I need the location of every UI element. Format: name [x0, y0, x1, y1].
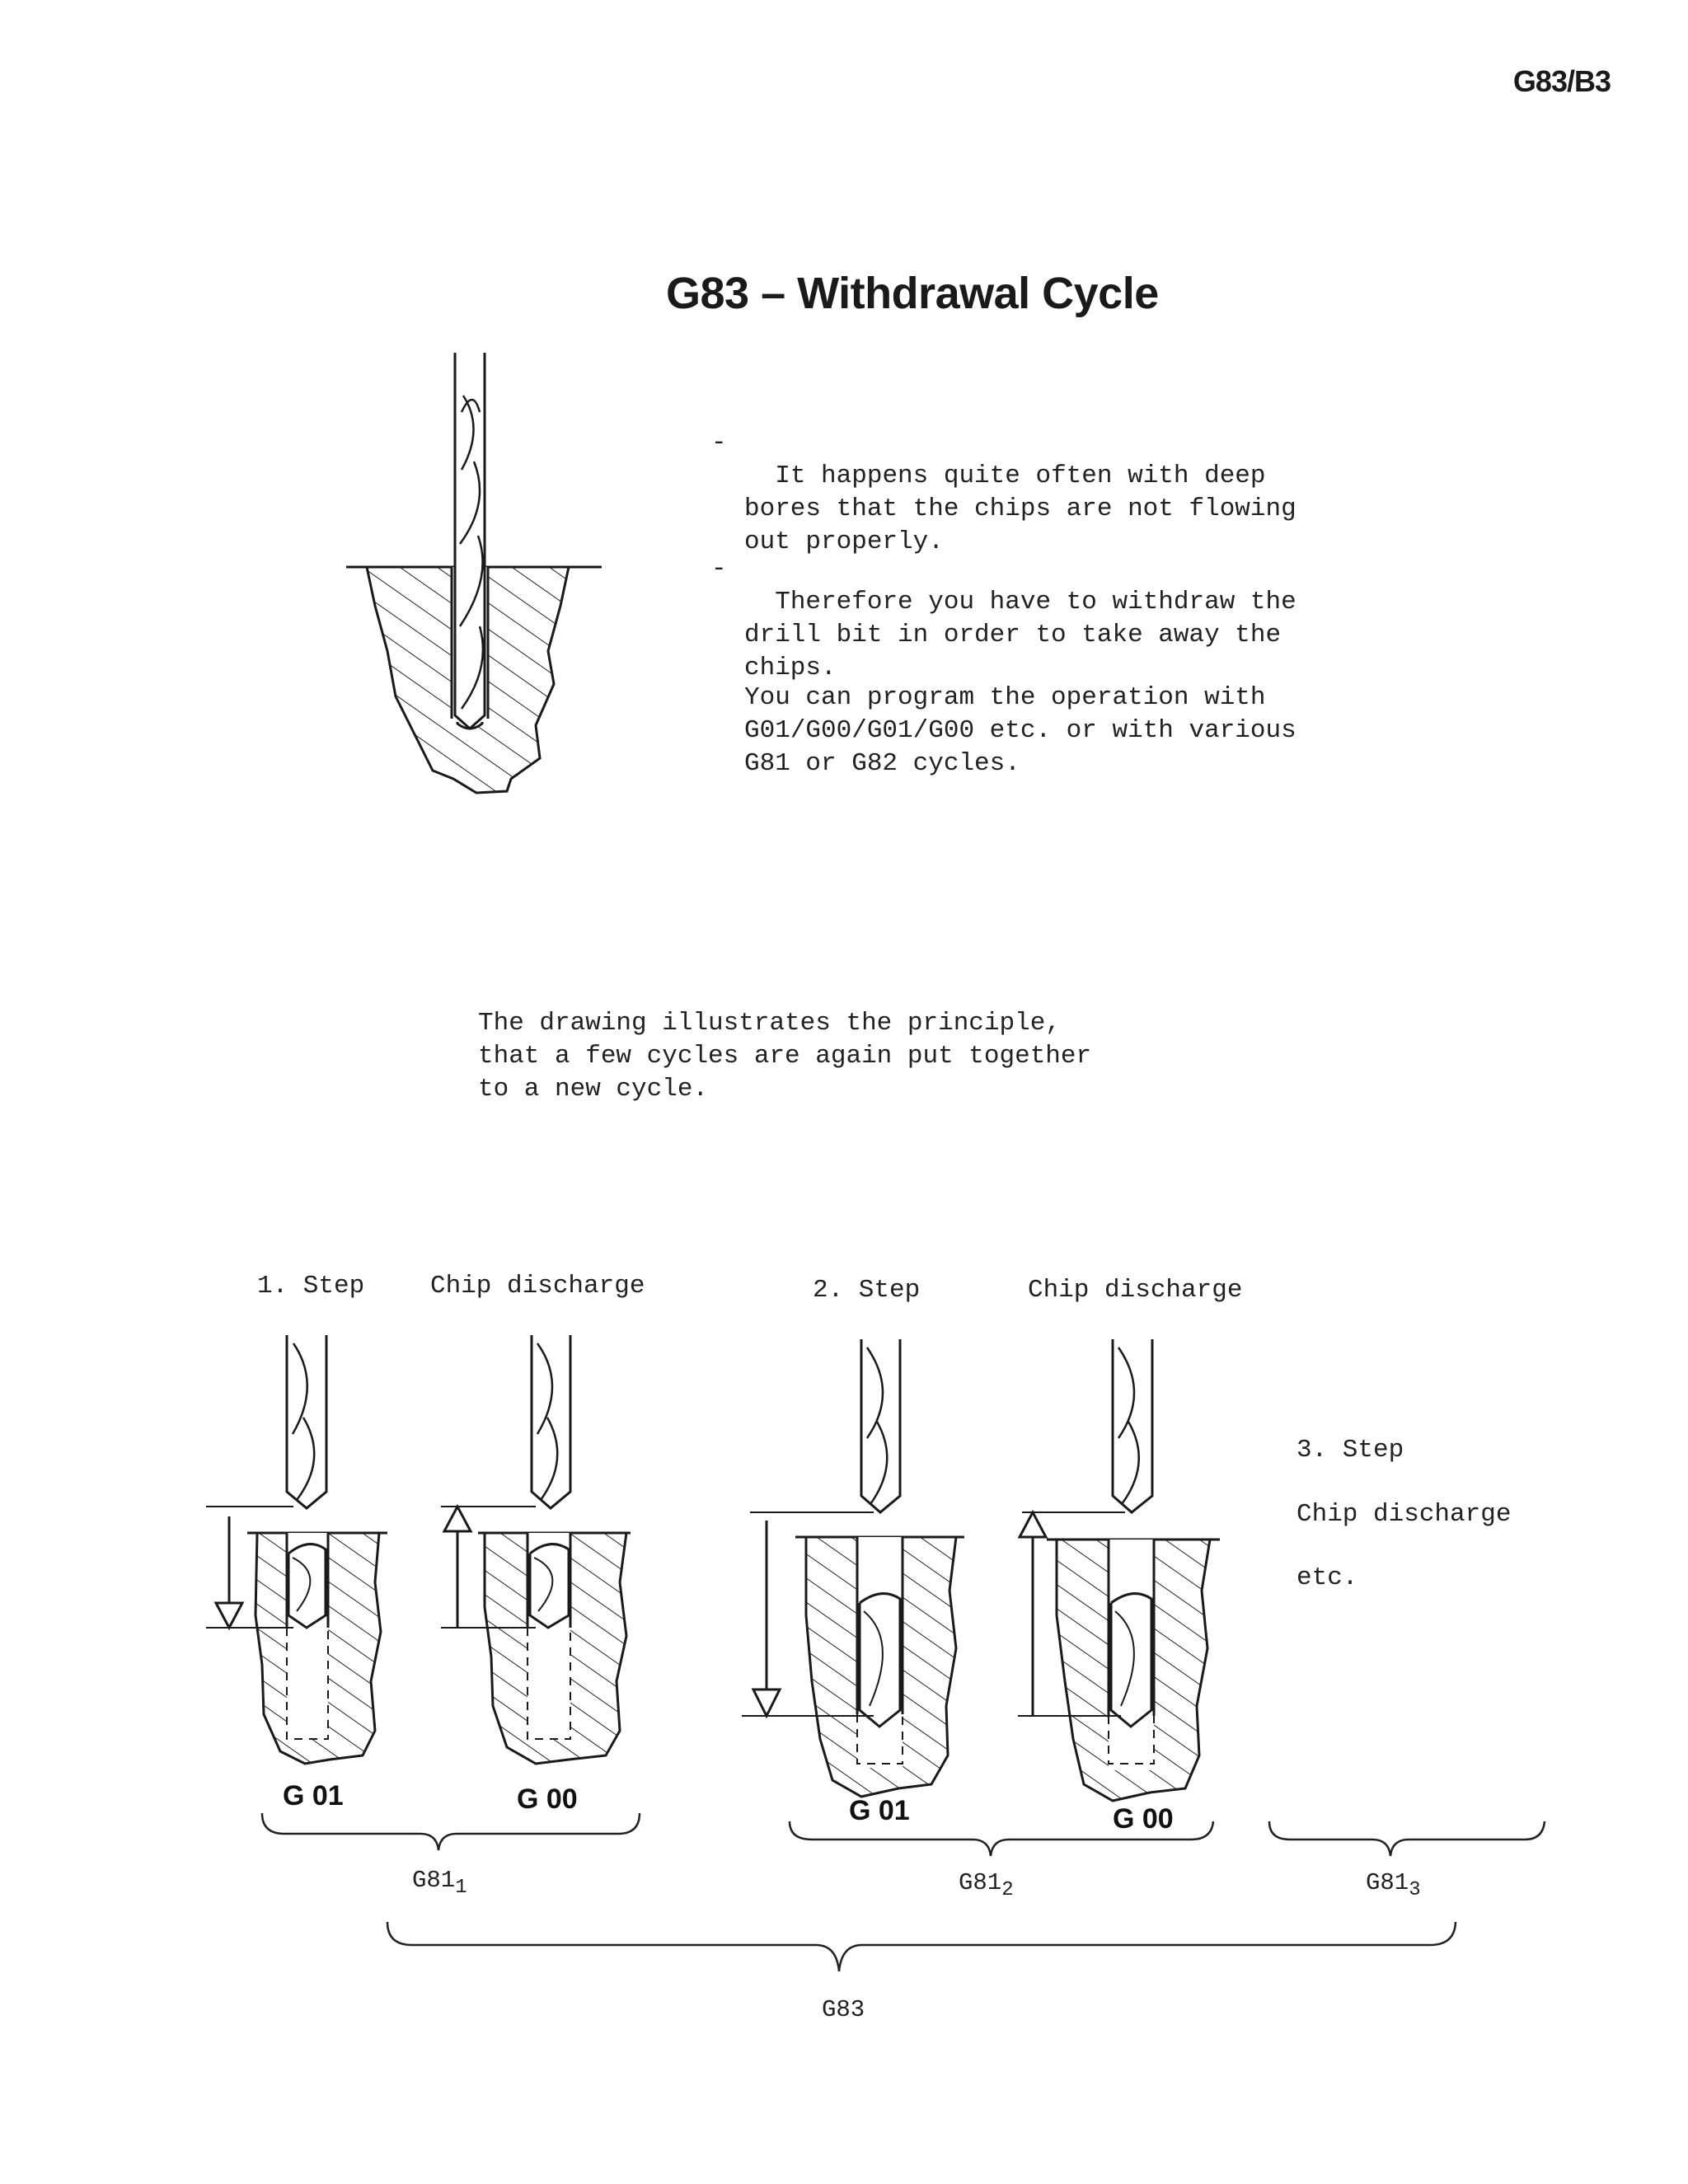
page-title: G83 – Withdrawal Cycle — [666, 269, 1159, 318]
cycle-g81-1: $G81_1$ — [412, 1867, 467, 1899]
chip2-figure — [1018, 1339, 1220, 1801]
label-chip-discharge-1: Chip discharge — [430, 1272, 645, 1301]
step1-figure — [206, 1335, 387, 1764]
page-id: G83/B3 — [1512, 64, 1611, 98]
brace-g81-1 — [262, 1813, 640, 1850]
cycle-g81-2: $G81_2$ — [959, 1869, 1014, 1901]
label-chip-discharge-3: Chip discharge — [1296, 1500, 1512, 1529]
label-step-2: 2. Step — [813, 1276, 921, 1305]
cycle-g81-2-subscript: 2 — [1001, 1878, 1014, 1901]
code-g00-second: G 00 — [1113, 1803, 1174, 1835]
cycle-g81-3-subscript: 3 — [1409, 1878, 1421, 1901]
bullet-2 — [711, 553, 1296, 685]
principle-text: The drawing illustrates the principle, that a few cycles are again put together to a new cycle. — [478, 1009, 1092, 1104]
bullet-1 — [711, 427, 1296, 559]
cycle-g83: G83 — [822, 1996, 865, 2023]
bullet-dash: - — [711, 429, 727, 457]
cycle-g81-1-subscript: 1 — [455, 1876, 467, 1899]
label-step-1: 1. Step — [257, 1272, 365, 1301]
bullet-2-text: Therefore you have to withdraw the drill bit in order to take away the chips. — [744, 588, 1296, 682]
bullet-dash: - — [711, 555, 727, 583]
chip1-figure — [441, 1335, 631, 1764]
code-g01-second: G 01 — [849, 1795, 910, 1826]
step2-figure — [742, 1339, 964, 1797]
bullet-1-text: It happens quite often with deep bores that the chips are not flowing out properly. — [744, 462, 1296, 556]
main-drill-figure — [346, 353, 602, 793]
code-g01-first: G 01 — [283, 1780, 344, 1811]
code-g00-first: G 00 — [517, 1783, 578, 1815]
cycle-g81-3: $G81_3$ — [1366, 1869, 1421, 1901]
brace-g81-3 — [1269, 1821, 1545, 1856]
label-chip-discharge-2: Chip discharge — [1028, 1276, 1243, 1305]
label-step-3: 3. Step — [1296, 1436, 1404, 1465]
program-note: You can program the operation with G01/G00/G01/G00 etc. or with various G81 or G82 cycles. — [744, 683, 1296, 778]
brace-g83 — [387, 1922, 1456, 1971]
label-etc: etc. — [1296, 1563, 1358, 1592]
